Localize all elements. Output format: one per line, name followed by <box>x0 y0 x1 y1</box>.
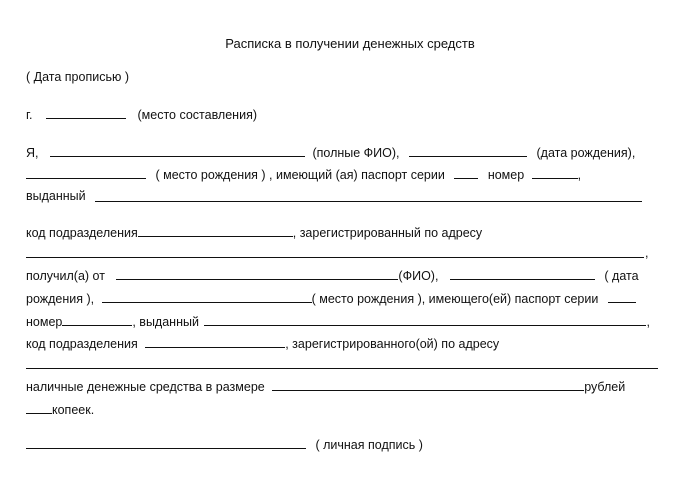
payer-number-label: номер <box>26 315 63 329</box>
payer-address-label: , зарегистрированного(ой) по адресу <box>285 337 500 351</box>
kopecks-blank[interactable] <box>26 402 52 414</box>
line-4 <box>26 225 482 241</box>
payer-issued-blank[interactable] <box>204 314 646 326</box>
payer-number-blank[interactable] <box>62 314 132 326</box>
kopecks-label: копеек. <box>52 403 95 417</box>
rubles-blank[interactable] <box>272 379 584 391</box>
line-7: рождения ), ( место рождения ), имеющего(ей) паспорт серии <box>26 291 636 307</box>
rubles-label: рублей <box>584 380 626 394</box>
payer-division-label: код подразделения <box>26 337 138 351</box>
division-code-blank[interactable] <box>138 225 293 237</box>
issued-blank[interactable] <box>95 201 642 202</box>
passport-series-blank[interactable] <box>454 167 478 179</box>
line-11 <box>26 379 625 395</box>
payer-series-blank[interactable] <box>608 291 636 303</box>
payer-pob-blank[interactable] <box>102 291 312 303</box>
payer-passport-label: ( место рождения ), имеющего(ей) паспорт серии <box>311 292 599 306</box>
passport-number-label: номер <box>487 168 525 182</box>
line-9 <box>26 336 499 352</box>
document-title: Расписка в получении денежных средств <box>225 36 475 51</box>
line-1 <box>26 145 635 161</box>
payer-dob-label: ( дата <box>604 269 639 283</box>
pob-blank[interactable] <box>26 167 146 179</box>
payer-fio-label: (ФИО), <box>398 269 439 283</box>
payer-fio-blank[interactable] <box>116 268 398 280</box>
dob-label: (дата рождения), <box>536 146 636 160</box>
signature-label: ( личная подпись ) <box>315 438 423 452</box>
payer-division-blank[interactable] <box>145 336 285 348</box>
payer-address-blank[interactable] <box>26 368 658 369</box>
city-blank[interactable] <box>46 107 126 119</box>
payer-dob-blank[interactable] <box>450 268 595 280</box>
reg-address-label: , зарегистрированный по адресу <box>292 226 483 240</box>
pob-label: ( место рождения ) , имеющий (ая) паспорт серии <box>155 168 445 182</box>
date-placeholder: ( Дата прописью ) <box>26 70 129 84</box>
line-3 <box>26 189 86 204</box>
line-2: ( место рождения ) , имеющий (ая) паспорт серии номер , <box>26 167 581 183</box>
line-8: номер , выданный , <box>26 315 650 329</box>
fio-label: (полные ФИО), <box>312 146 400 160</box>
city-prefix: г. <box>26 108 33 122</box>
line-12 <box>26 402 94 418</box>
place-line <box>26 107 257 123</box>
received-from-label: получил(а) от <box>26 269 105 283</box>
issued-label: выданный <box>26 189 86 203</box>
place-label: (место составления) <box>137 108 257 122</box>
address-blank[interactable] <box>26 257 644 258</box>
ya-prefix: Я, <box>26 146 39 160</box>
passport-number-blank[interactable] <box>532 167 578 179</box>
payer-issued-label: , выданный <box>132 315 199 329</box>
signature-line <box>26 437 423 453</box>
signature-blank[interactable] <box>26 437 306 449</box>
division-code-label: код подразделения <box>26 226 138 240</box>
cash-amount-label: наличные денежные средства в размере <box>26 380 265 394</box>
fio-blank[interactable] <box>50 145 305 157</box>
line-6 <box>26 268 639 284</box>
dob-blank[interactable] <box>409 145 527 157</box>
